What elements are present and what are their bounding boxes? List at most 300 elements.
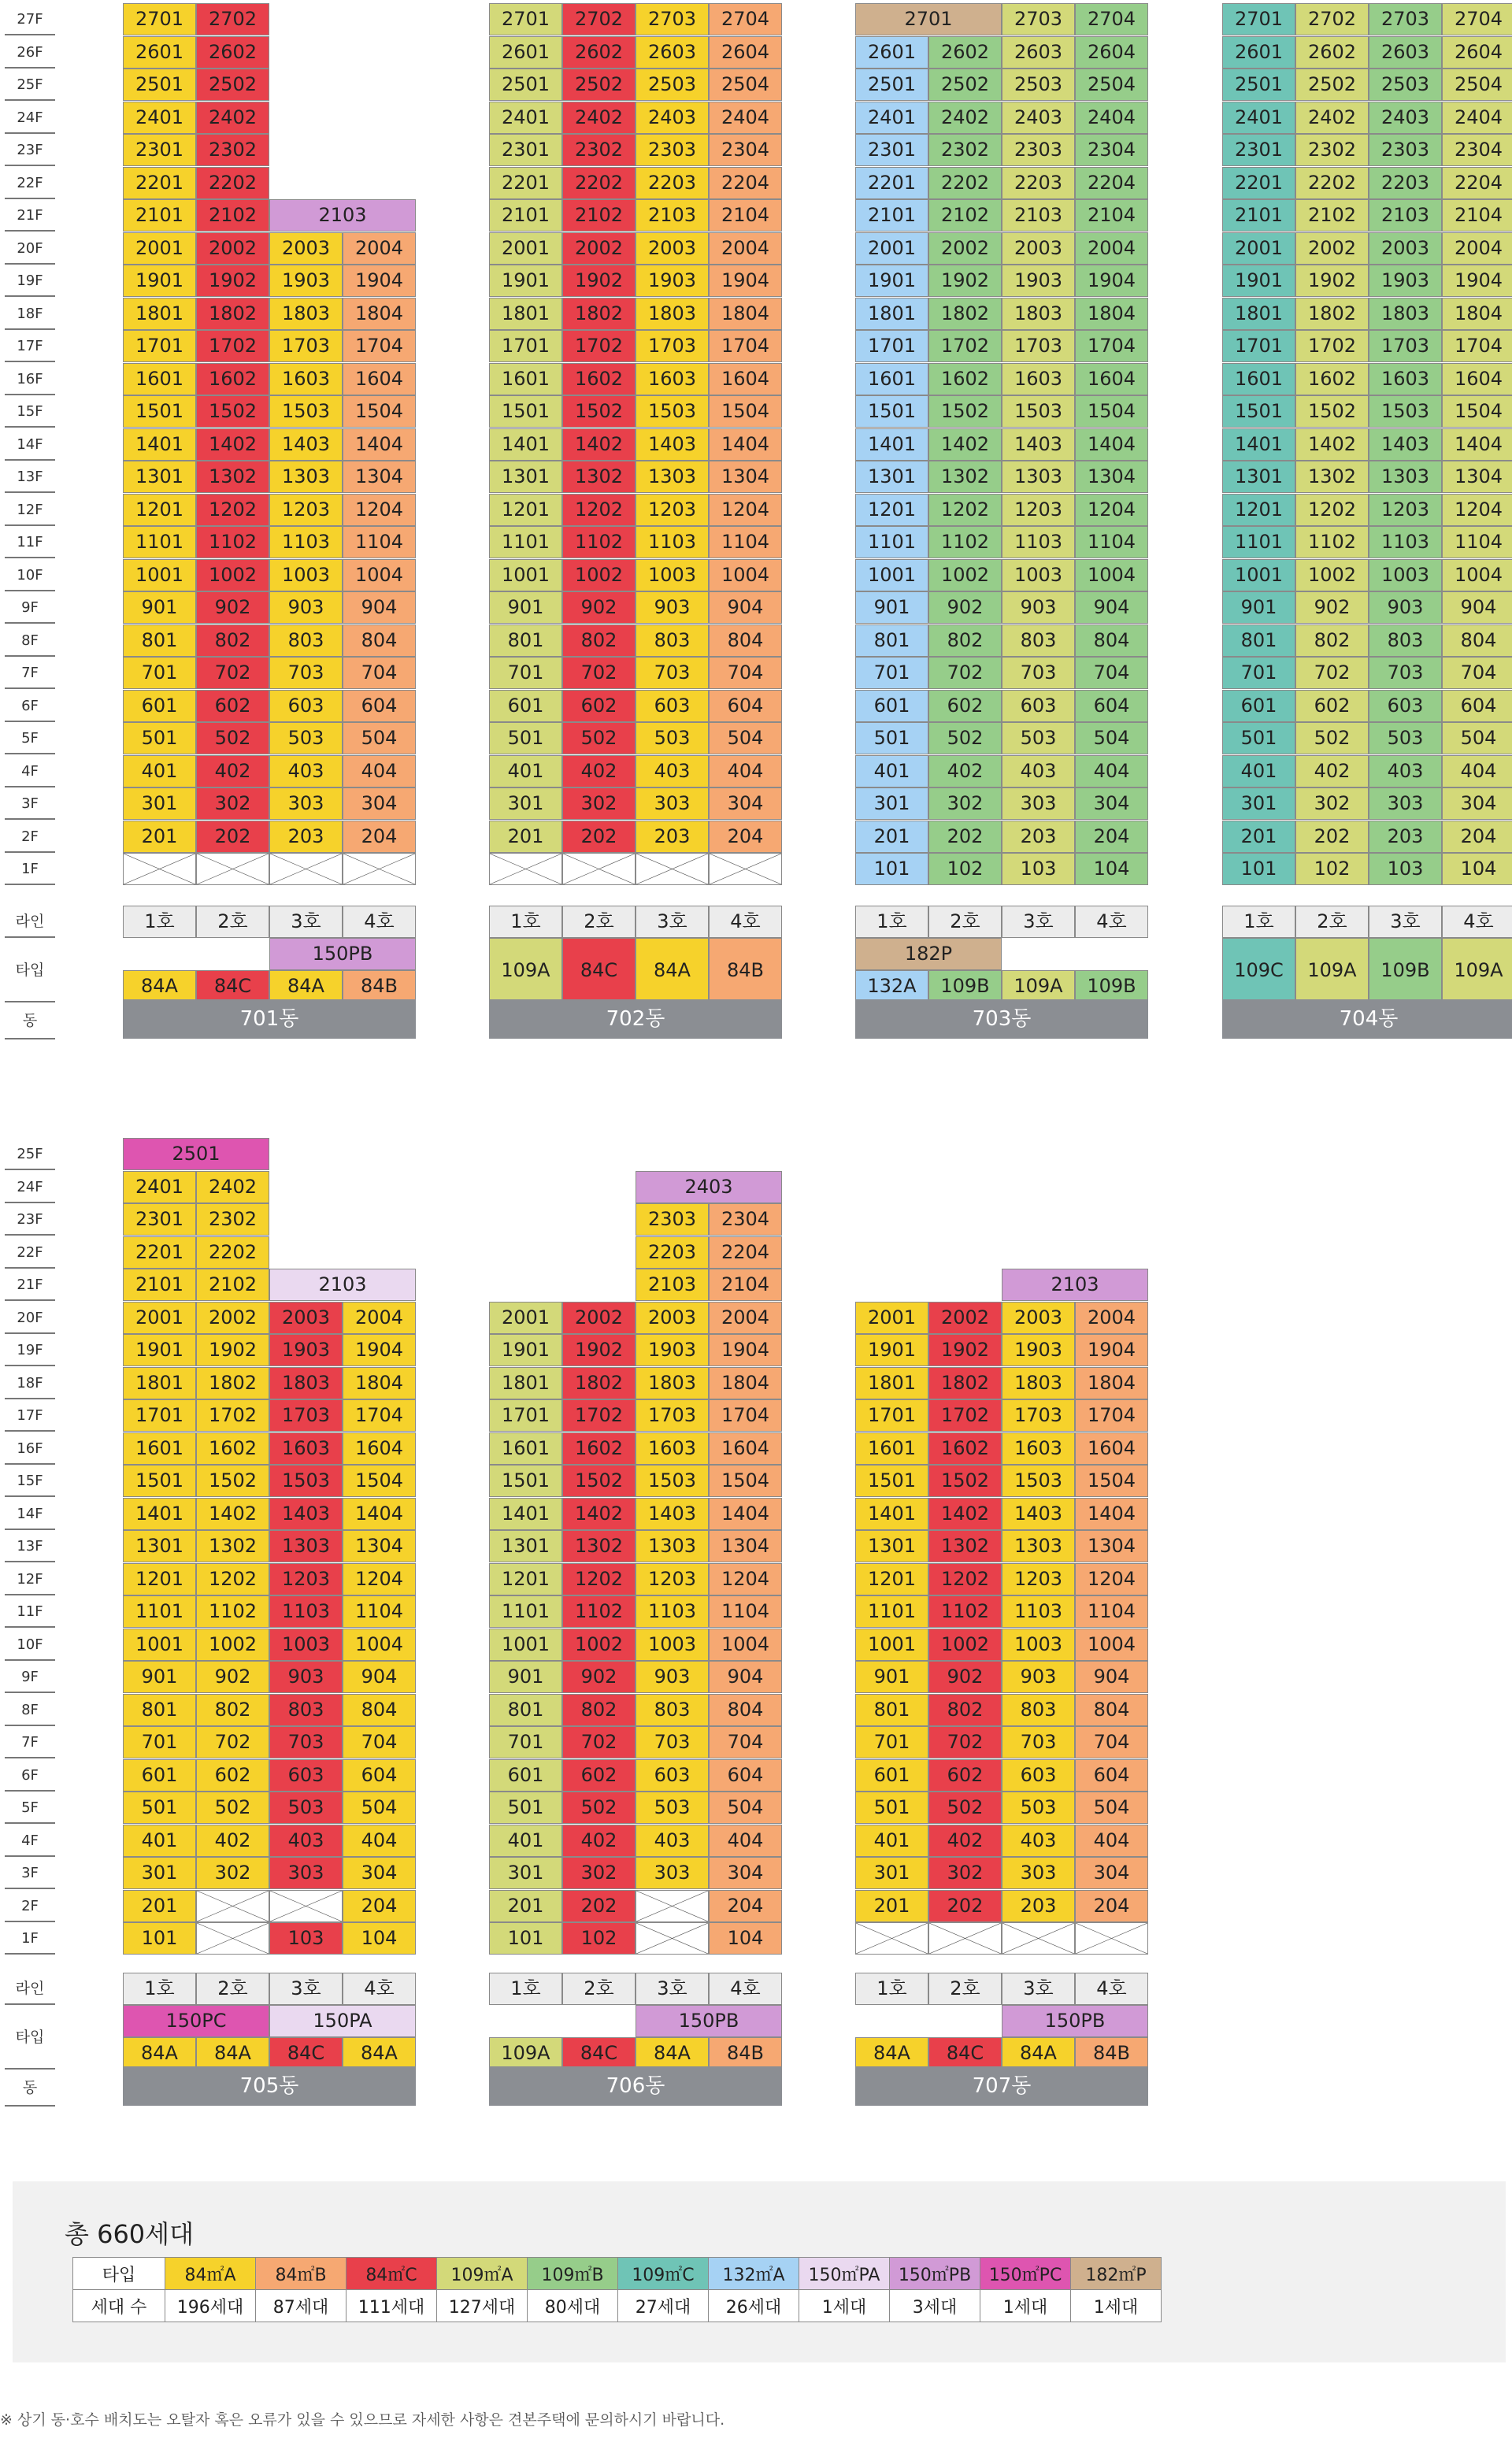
unit-cell: 904 xyxy=(343,591,416,624)
empty-unit-cell xyxy=(123,853,196,885)
unit-cell: 1903 xyxy=(1002,265,1075,297)
unit-cell: 501 xyxy=(1222,722,1295,754)
penthouse-cell: 2403 xyxy=(636,1171,782,1203)
unit-cell: 1201 xyxy=(489,1563,562,1595)
unit-cell: 502 xyxy=(928,1792,1002,1824)
unit-cell: 1501 xyxy=(489,395,562,428)
unit-cell: 2004 xyxy=(1075,232,1148,265)
unit-cell: 1002 xyxy=(196,559,269,591)
unit-cell: 2302 xyxy=(196,1203,269,1236)
unit-cell: 2102 xyxy=(196,199,269,232)
unit-cell: 904 xyxy=(1442,591,1512,624)
floor-label: 11F xyxy=(5,526,55,558)
unit-cell: 501 xyxy=(123,722,196,754)
unit-cell: 301 xyxy=(489,787,562,820)
line-header: 4호 xyxy=(343,906,416,938)
unit-cell: 703 xyxy=(636,657,709,689)
unit-cell: 601 xyxy=(489,690,562,722)
unit-cell: 1204 xyxy=(1075,494,1148,526)
building-name: 701동 xyxy=(123,999,416,1039)
unit-cell: 1303 xyxy=(269,461,343,493)
unit-cell: 1804 xyxy=(709,298,782,330)
unit-cell: 103 xyxy=(269,1922,343,1955)
unit-cell: 2003 xyxy=(269,232,343,265)
legend-count-cell: 1세대 xyxy=(1071,2290,1162,2322)
unit-cell: 1703 xyxy=(636,330,709,362)
floor-label: 25F xyxy=(5,1138,55,1170)
unit-cell: 804 xyxy=(343,624,416,657)
unit-cell: 2201 xyxy=(489,167,562,199)
unit-cell: 2301 xyxy=(1222,134,1295,166)
floor-label: 24F xyxy=(5,102,55,134)
unit-cell: 2103 xyxy=(1369,199,1442,232)
unit-cell: 301 xyxy=(1222,787,1295,820)
unit-cell: 901 xyxy=(123,591,196,624)
unit-cell: 2504 xyxy=(1075,69,1148,101)
unit-cell: 402 xyxy=(562,1825,636,1857)
unit-cell: 2203 xyxy=(636,167,709,199)
unit-cell: 804 xyxy=(1075,1694,1148,1726)
legend-type-row xyxy=(73,2258,1162,2290)
empty-unit-cell xyxy=(636,1922,709,1955)
floor-label: 4F xyxy=(5,755,55,787)
unit-cell: 101 xyxy=(855,853,928,885)
unit-cell: 1701 xyxy=(123,330,196,362)
unit-cell: 501 xyxy=(489,1792,562,1824)
unit-cell: 504 xyxy=(709,722,782,754)
unit-cell: 1802 xyxy=(928,298,1002,330)
type-label: 84C xyxy=(562,938,636,1002)
unit-cell: 1002 xyxy=(562,1629,636,1661)
unit-cell: 1802 xyxy=(1295,298,1369,330)
line-header: 4호 xyxy=(343,1973,416,2005)
unit-cell: 1303 xyxy=(1369,461,1442,493)
unit-cell: 1904 xyxy=(1075,265,1148,297)
unit-cell: 1601 xyxy=(123,1432,196,1465)
floor-label: 23F xyxy=(5,1203,55,1236)
line-header: 1호 xyxy=(123,1973,196,2005)
unit-cell: 2701 xyxy=(489,3,562,35)
unit-cell: 601 xyxy=(1222,690,1295,722)
floor-label: 3F xyxy=(5,787,55,820)
unit-cell: 701 xyxy=(489,657,562,689)
floor-label: 20F xyxy=(5,1302,55,1334)
unit-cell: 1103 xyxy=(636,526,709,558)
type-label: 84A xyxy=(636,938,709,1002)
unit-cell: 1002 xyxy=(562,559,636,591)
line-header: 3호 xyxy=(269,906,343,938)
floor-label: 21F xyxy=(5,199,55,232)
floor-label: 19F xyxy=(5,265,55,297)
unit-cell: 902 xyxy=(196,1661,269,1693)
unit-cell: 1802 xyxy=(196,298,269,330)
penthouse-cell: 2501 xyxy=(123,1138,269,1170)
unit-cell: 1902 xyxy=(1295,265,1369,297)
unit-cell: 1602 xyxy=(1295,363,1369,395)
unit-cell: 1901 xyxy=(489,1334,562,1366)
line-header: 2호 xyxy=(928,1973,1002,2005)
unit-cell: 304 xyxy=(1442,787,1512,820)
unit-cell: 901 xyxy=(489,1661,562,1693)
unit-cell: 2101 xyxy=(123,199,196,232)
unit-cell: 603 xyxy=(1369,690,1442,722)
unit-cell: 202 xyxy=(562,821,636,853)
unit-cell: 1904 xyxy=(1075,1334,1148,1366)
unit-cell: 204 xyxy=(1075,821,1148,853)
unit-cell: 203 xyxy=(636,821,709,853)
unit-cell: 104 xyxy=(1442,853,1512,885)
unit-cell: 402 xyxy=(196,755,269,787)
unit-cell: 1804 xyxy=(709,1367,782,1399)
unit-cell: 1603 xyxy=(269,363,343,395)
unit-cell: 403 xyxy=(1002,1825,1075,1857)
unit-cell: 1302 xyxy=(196,1530,269,1562)
unit-cell: 1704 xyxy=(1442,330,1512,362)
unit-cell: 2101 xyxy=(123,1269,196,1301)
unit-cell: 2401 xyxy=(489,102,562,134)
unit-cell: 1104 xyxy=(1075,526,1148,558)
unit-cell: 2501 xyxy=(1222,69,1295,101)
unit-cell: 1703 xyxy=(1002,1399,1075,1432)
unit-cell: 1102 xyxy=(928,1595,1002,1628)
unit-cell: 2704 xyxy=(709,3,782,35)
unit-cell: 404 xyxy=(1075,1825,1148,1857)
unit-cell: 1101 xyxy=(1222,526,1295,558)
unit-cell: 503 xyxy=(1002,722,1075,754)
floor-label: 8F xyxy=(5,1694,55,1726)
unit-cell: 1801 xyxy=(855,1367,928,1399)
unit-cell: 1704 xyxy=(709,330,782,362)
unit-cell: 1602 xyxy=(196,1432,269,1465)
legend-table xyxy=(72,2257,1162,2322)
unit-cell: 2203 xyxy=(1002,167,1075,199)
unit-cell: 803 xyxy=(269,1694,343,1726)
unit-cell: 1303 xyxy=(269,1530,343,1562)
unit-cell: 1001 xyxy=(123,559,196,591)
unit-cell: 2104 xyxy=(1442,199,1512,232)
line-header: 2호 xyxy=(196,1973,269,2005)
line-header: 4호 xyxy=(709,906,782,938)
unit-cell: 302 xyxy=(196,1857,269,1889)
legend-type-cell: 109㎡A xyxy=(437,2258,528,2290)
empty-unit-cell xyxy=(636,853,709,885)
unit-cell: 602 xyxy=(562,1759,636,1792)
unit-cell: 1801 xyxy=(489,298,562,330)
unit-cell: 1002 xyxy=(196,1629,269,1661)
unit-cell: 1902 xyxy=(928,1334,1002,1366)
floor-label: 21F xyxy=(5,1269,55,1301)
unit-cell: 1103 xyxy=(1002,1595,1075,1628)
floor-label: 1F xyxy=(5,1922,55,1955)
line-header: 3호 xyxy=(1002,1973,1075,2005)
unit-cell: 1004 xyxy=(1075,559,1148,591)
unit-cell: 904 xyxy=(1075,1661,1148,1693)
type-label: 109B xyxy=(1075,970,1148,1002)
unit-cell: 1001 xyxy=(1222,559,1295,591)
unit-cell: 704 xyxy=(1075,1726,1148,1758)
legend-type-cell: 109㎡C xyxy=(618,2258,709,2290)
legend-count-cell: 80세대 xyxy=(528,2290,618,2322)
unit-cell: 701 xyxy=(1222,657,1295,689)
type-label: 84A xyxy=(123,970,196,1002)
type-label: 84A xyxy=(636,2037,709,2070)
unit-cell: 703 xyxy=(269,1726,343,1758)
line-header: 1호 xyxy=(855,906,928,938)
unit-cell: 403 xyxy=(269,1825,343,1857)
unit-cell: 1903 xyxy=(636,1334,709,1366)
unit-cell: 1403 xyxy=(1369,428,1442,461)
unit-cell: 1403 xyxy=(1002,1498,1075,1530)
unit-cell: 401 xyxy=(1222,755,1295,787)
unit-cell: 1502 xyxy=(196,395,269,428)
unit-cell: 2002 xyxy=(562,232,636,265)
unit-cell: 604 xyxy=(709,1759,782,1792)
unit-cell: 1701 xyxy=(1222,330,1295,362)
unit-cell: 2001 xyxy=(855,1302,928,1334)
unit-cell: 1201 xyxy=(123,494,196,526)
row-label-line: 라인 xyxy=(5,1973,55,2005)
unit-cell: 402 xyxy=(928,755,1002,787)
unit-cell: 1903 xyxy=(269,1334,343,1366)
unit-cell: 603 xyxy=(269,1759,343,1792)
type-label: 150PB xyxy=(636,2005,782,2037)
empty-unit-cell xyxy=(1075,1922,1148,1955)
unit-cell: 1701 xyxy=(489,1399,562,1432)
unit-cell: 702 xyxy=(562,657,636,689)
unit-cell: 1501 xyxy=(123,395,196,428)
unit-cell: 203 xyxy=(1002,821,1075,853)
unit-cell: 2301 xyxy=(489,134,562,166)
unit-cell: 1304 xyxy=(709,1530,782,1562)
unit-cell: 2703 xyxy=(1369,3,1442,35)
unit-cell: 702 xyxy=(562,1726,636,1758)
line-header: 4호 xyxy=(1075,1973,1148,2005)
unit-cell: 804 xyxy=(343,1694,416,1726)
floor-label: 7F xyxy=(5,1726,55,1758)
unit-cell: 1801 xyxy=(123,298,196,330)
unit-cell: 2002 xyxy=(562,1302,636,1334)
line-header: 1호 xyxy=(855,1973,928,2005)
unit-cell: 1803 xyxy=(636,298,709,330)
unit-cell: 2401 xyxy=(855,102,928,134)
unit-cell: 1603 xyxy=(636,363,709,395)
unit-cell: 104 xyxy=(709,1922,782,1955)
unit-cell: 601 xyxy=(123,690,196,722)
unit-cell: 304 xyxy=(1075,787,1148,820)
unit-cell: 2404 xyxy=(1442,102,1512,134)
unit-cell: 1104 xyxy=(1075,1595,1148,1628)
unit-cell: 601 xyxy=(123,1759,196,1792)
unit-cell: 2302 xyxy=(196,134,269,166)
type-label: 84A xyxy=(196,2037,269,2070)
unit-cell: 201 xyxy=(855,821,928,853)
empty-unit-cell xyxy=(269,1890,343,1922)
unit-cell: 903 xyxy=(269,1661,343,1693)
floor-label: 6F xyxy=(5,690,55,722)
empty-unit-cell xyxy=(343,853,416,885)
unit-cell: 1101 xyxy=(855,1595,928,1628)
unit-cell: 2703 xyxy=(636,3,709,35)
row-label-type: 타입 xyxy=(5,938,55,1002)
unit-cell: 104 xyxy=(343,1922,416,1955)
building-name: 706동 xyxy=(489,2066,782,2106)
floor-label: 13F xyxy=(5,1530,55,1562)
unit-cell: 2604 xyxy=(709,36,782,69)
unit-cell: 1302 xyxy=(928,461,1002,493)
floor-label: 10F xyxy=(5,559,55,591)
unit-cell: 1204 xyxy=(709,1563,782,1595)
unit-cell: 1301 xyxy=(489,461,562,493)
unit-cell: 1601 xyxy=(489,1432,562,1465)
unit-cell: 504 xyxy=(709,1792,782,1824)
unit-cell: 2304 xyxy=(1075,134,1148,166)
unit-cell: 301 xyxy=(855,1857,928,1889)
unit-cell: 1803 xyxy=(269,298,343,330)
row-label-line: 라인 xyxy=(5,906,55,938)
penthouse-cell: 2103 xyxy=(269,1269,416,1301)
unit-cell: 1001 xyxy=(855,1629,928,1661)
unit-cell: 2302 xyxy=(928,134,1002,166)
line-header: 2호 xyxy=(928,906,1002,938)
unit-cell: 2503 xyxy=(1002,69,1075,101)
unit-cell: 1503 xyxy=(269,395,343,428)
unit-cell: 2202 xyxy=(928,167,1002,199)
unit-cell: 1001 xyxy=(123,1629,196,1661)
unit-cell: 1704 xyxy=(343,330,416,362)
unit-cell: 304 xyxy=(1075,1857,1148,1889)
unit-cell: 1001 xyxy=(855,559,928,591)
type-label: 84B xyxy=(709,2037,782,2070)
line-header: 1호 xyxy=(489,1973,562,2005)
empty-unit-cell xyxy=(1002,1922,1075,1955)
legend-count-cell: 27세대 xyxy=(618,2290,709,2322)
unit-cell: 101 xyxy=(1222,853,1295,885)
floor-label: 19F xyxy=(5,1334,55,1366)
unit-cell: 2303 xyxy=(636,134,709,166)
unit-cell: 1701 xyxy=(855,1399,928,1432)
unit-cell: 1204 xyxy=(1442,494,1512,526)
floor-label: 18F xyxy=(5,1367,55,1399)
unit-cell: 2101 xyxy=(855,199,928,232)
unit-cell: 1702 xyxy=(928,1399,1002,1432)
type-label: 109B xyxy=(1369,938,1442,1002)
unit-cell: 202 xyxy=(196,821,269,853)
type-label: 84A xyxy=(269,970,343,1002)
unit-cell: 1204 xyxy=(1075,1563,1148,1595)
unit-cell: 1301 xyxy=(855,461,928,493)
unit-cell: 2403 xyxy=(1002,102,1075,134)
unit-cell: 701 xyxy=(855,1726,928,1758)
unit-cell: 1102 xyxy=(196,526,269,558)
unit-cell: 1002 xyxy=(928,1629,1002,1661)
unit-cell: 2502 xyxy=(196,69,269,101)
unit-cell: 1404 xyxy=(1075,1498,1148,1530)
unit-cell: 702 xyxy=(928,657,1002,689)
unit-cell: 1402 xyxy=(196,428,269,461)
unit-cell: 1501 xyxy=(489,1465,562,1497)
line-header: 2호 xyxy=(196,906,269,938)
unit-cell: 1401 xyxy=(123,428,196,461)
unit-cell: 1601 xyxy=(855,363,928,395)
unit-cell: 1404 xyxy=(709,1498,782,1530)
unit-cell: 1503 xyxy=(1002,1465,1075,1497)
unit-cell: 2002 xyxy=(196,232,269,265)
unit-cell: 1901 xyxy=(489,265,562,297)
floor-label: 17F xyxy=(5,330,55,362)
unit-cell: 2003 xyxy=(1369,232,1442,265)
type-label: 84C xyxy=(562,2037,636,2070)
unit-cell: 202 xyxy=(928,821,1002,853)
floor-label: 12F xyxy=(5,1563,55,1595)
legend-count-cell: 3세대 xyxy=(890,2290,980,2322)
unit-cell: 504 xyxy=(343,1792,416,1824)
unit-cell: 303 xyxy=(636,1857,709,1889)
unit-cell: 1103 xyxy=(1002,526,1075,558)
unit-cell: 1802 xyxy=(928,1367,1002,1399)
unit-cell: 902 xyxy=(1295,591,1369,624)
row-label-type: 타입 xyxy=(5,2005,55,2070)
unit-cell: 2402 xyxy=(196,102,269,134)
type-label: 109A xyxy=(1442,938,1512,1002)
unit-cell: 1601 xyxy=(489,363,562,395)
unit-cell: 2603 xyxy=(1369,36,1442,69)
unit-cell: 1301 xyxy=(1222,461,1295,493)
unit-cell: 2202 xyxy=(1295,167,1369,199)
unit-cell: 204 xyxy=(709,1890,782,1922)
unit-cell: 1903 xyxy=(1369,265,1442,297)
floor-label: 23F xyxy=(5,134,55,166)
line-header: 3호 xyxy=(636,1973,709,2005)
unit-cell: 2004 xyxy=(709,232,782,265)
unit-cell: 803 xyxy=(1002,624,1075,657)
unit-cell: 1104 xyxy=(1442,526,1512,558)
unit-cell: 2702 xyxy=(196,3,269,35)
unit-cell: 1103 xyxy=(636,1595,709,1628)
unit-cell: 203 xyxy=(1369,821,1442,853)
unit-cell: 201 xyxy=(123,821,196,853)
legend-count-cell: 111세대 xyxy=(346,2290,437,2322)
unit-cell: 2402 xyxy=(1295,102,1369,134)
unit-cell: 2202 xyxy=(562,167,636,199)
unit-cell: 1601 xyxy=(1222,363,1295,395)
unit-cell: 1303 xyxy=(1002,461,1075,493)
unit-cell: 2102 xyxy=(196,1269,269,1301)
unit-cell: 2004 xyxy=(343,1302,416,1334)
floor-label: 15F xyxy=(5,1465,55,1497)
legend-type-cell: 150㎡PB xyxy=(890,2258,980,2290)
unit-cell: 504 xyxy=(1442,722,1512,754)
unit-cell: 1301 xyxy=(489,1530,562,1562)
unit-cell: 2403 xyxy=(636,102,709,134)
unit-cell: 304 xyxy=(343,787,416,820)
unit-cell: 2001 xyxy=(855,232,928,265)
legend-count-cell: 87세대 xyxy=(256,2290,346,2322)
unit-cell: 503 xyxy=(269,722,343,754)
unit-cell: 1803 xyxy=(269,1367,343,1399)
unit-cell: 701 xyxy=(489,1726,562,1758)
unit-cell: 902 xyxy=(928,1661,1002,1693)
line-header: 2호 xyxy=(1295,906,1369,938)
unit-cell: 201 xyxy=(489,1890,562,1922)
unit-cell: 2604 xyxy=(1442,36,1512,69)
unit-cell: 2203 xyxy=(636,1236,709,1269)
unit-cell: 904 xyxy=(343,1661,416,1693)
unit-cell: 1003 xyxy=(269,559,343,591)
row-label-bldg: 동 xyxy=(5,2070,55,2107)
type-label: 84A xyxy=(855,2037,928,2070)
floor-label: 8F xyxy=(5,624,55,657)
line-header: 1호 xyxy=(1222,906,1295,938)
